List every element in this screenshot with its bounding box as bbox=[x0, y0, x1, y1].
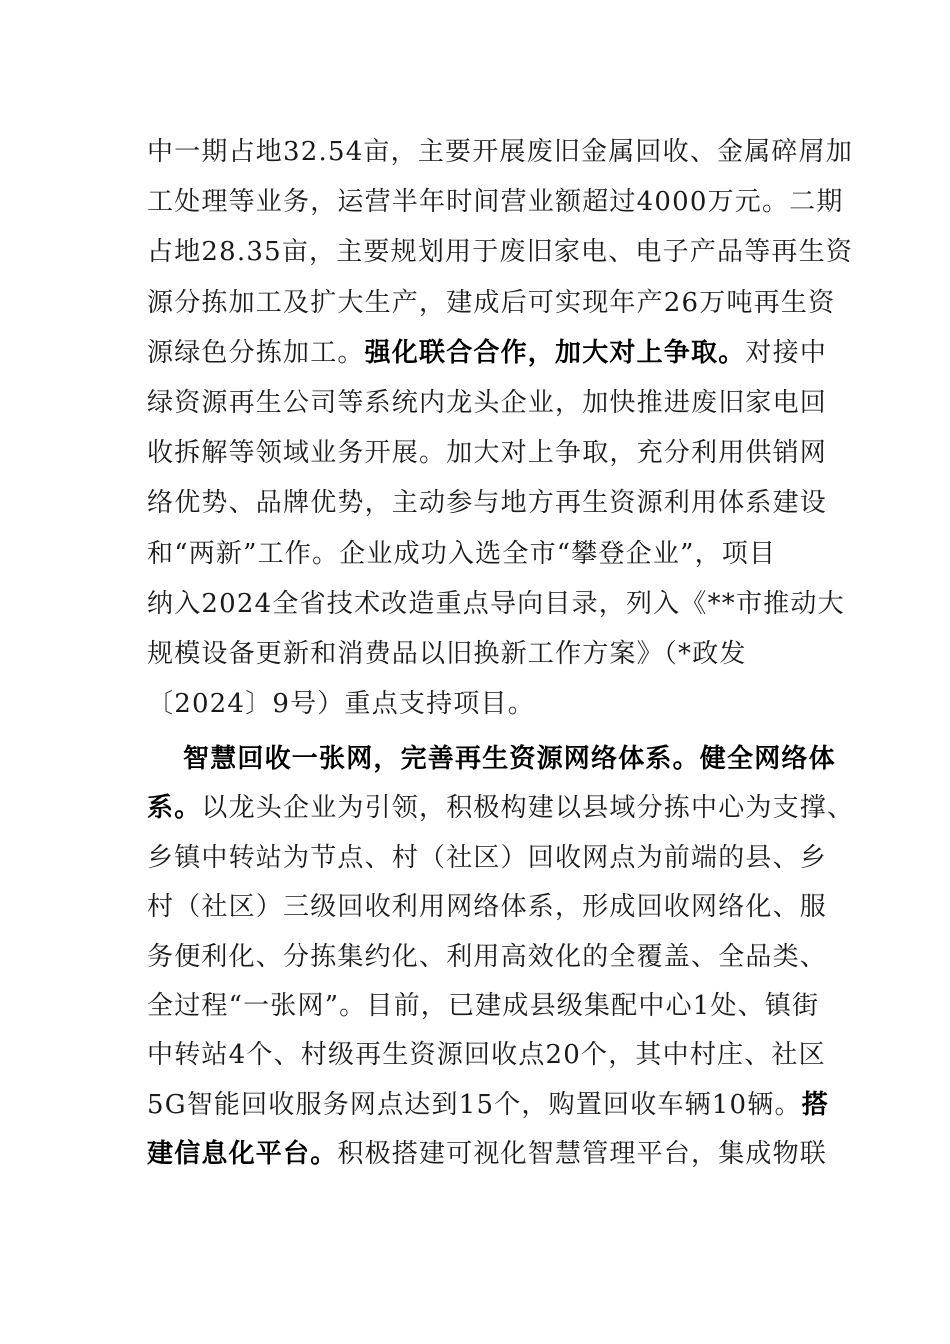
text-line bbox=[147, 638, 747, 670]
body-text: 绿资源再生公司等系统内龙头企业，加快推进废旧家电回 bbox=[147, 388, 828, 418]
body-text: 络优势、品牌优势，主动参与地方再生资源利用体系建设 bbox=[147, 488, 828, 519]
text-line bbox=[147, 136, 853, 168]
text-line bbox=[147, 487, 827, 519]
text-line bbox=[147, 1039, 826, 1071]
text-line bbox=[147, 1138, 827, 1170]
text-line bbox=[147, 1089, 829, 1121]
text-line bbox=[147, 990, 819, 1022]
text-line bbox=[147, 792, 854, 824]
text-line bbox=[147, 842, 827, 874]
body-text: 和“两新”工作。企业成功入选全市“攀登企业”，项目 bbox=[147, 538, 777, 569]
body-text: 务便利化、分拣集约化、利用高效化的全覆盖、全品类、 bbox=[147, 941, 828, 972]
text-line bbox=[147, 236, 853, 268]
body-text: 工处理等业务，运营半年时间营业额超过4000万元。二期 bbox=[147, 187, 844, 218]
body-text: 全过程“一张网”。目前，已建成县级集配中心1处、镇街 bbox=[147, 991, 820, 1021]
body-text: 乡镇中转站为节点、村（社区）回收网点为前端的县、乡 bbox=[147, 842, 828, 873]
text-line bbox=[147, 186, 844, 218]
text-line bbox=[147, 588, 845, 620]
bold-heading-text: 搭 bbox=[801, 1089, 829, 1120]
body-text: 〔2024〕9号）重点支持项目。 bbox=[147, 689, 535, 720]
body-text: 收拆解等领域业务开展。加大对上争取，充分利用供销网 bbox=[147, 438, 828, 469]
text-line bbox=[183, 743, 836, 775]
body-text: 纳入2024全省技术改造重点导向目录，列入《**市推动大 bbox=[147, 588, 845, 619]
body-text: 对接中 bbox=[745, 337, 828, 368]
bold-heading-text: 系。 bbox=[147, 793, 202, 824]
body-text: 规模设备更新和消费品以旧换新工作方案》（*政发 bbox=[147, 639, 747, 669]
text-line bbox=[147, 891, 827, 923]
body-text: 源绿色分拣加工。 bbox=[147, 337, 365, 368]
body-text: 源分拣加工及扩大生产，建成后可实现年产26万吨再生资 bbox=[147, 287, 836, 318]
text-line bbox=[147, 337, 827, 369]
body-text: 5G智能回收服务网点达到15个，购置回收车辆10辆。 bbox=[147, 1089, 802, 1120]
bold-heading-text: 建信息化平台。 bbox=[147, 1139, 338, 1170]
body-text: 积极搭建可视化智慧管理平台，集成物联 bbox=[337, 1139, 828, 1170]
text-line bbox=[147, 688, 535, 720]
bold-heading-text: 智慧回收一张网，完善再生资源网络体系。健全网络体 bbox=[183, 744, 836, 774]
text-line bbox=[147, 538, 776, 570]
text-line bbox=[147, 387, 827, 419]
body-text: 以龙头企业为引领，积极构建以县域分拣中心为支撑、 bbox=[201, 793, 855, 824]
text-line bbox=[147, 941, 827, 973]
body-text: 占地28.35亩，主要规划用于废旧家电、电子产品等再生资 bbox=[147, 237, 854, 268]
body-text: 村（社区）三级回收利用网络体系，形成回收网络化、服 bbox=[147, 892, 828, 923]
body-text: 中转站4个、村级再生资源回收点20个，其中村庄、社区 bbox=[147, 1040, 826, 1071]
body-text: 中一期占地32.54亩，主要开展废旧金属回收、金属碎屑加 bbox=[147, 137, 854, 167]
text-line bbox=[147, 437, 827, 469]
text-line bbox=[147, 287, 835, 319]
bold-heading-text: 强化联合合作，加大对上争取。 bbox=[364, 337, 746, 368]
